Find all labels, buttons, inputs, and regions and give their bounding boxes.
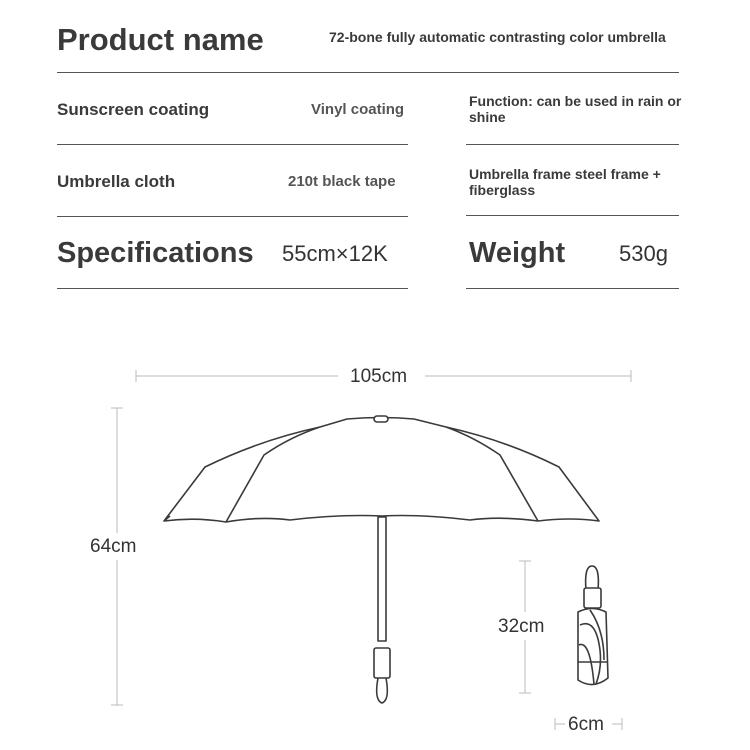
weight-label: Weight [469,237,566,269]
weight-value: 530g [619,241,668,266]
cloth-value: 210t black tape [288,173,396,190]
sunscreen-label: Sunscreen coating [57,100,210,119]
sunscreen-value: Vinyl coating [311,101,405,118]
specifications-value: 55cm×12K [282,241,388,266]
open-width-label: 105cm [350,366,408,387]
folded-umbrella-drawing [578,566,608,685]
product-name-value: 72-bone fully automatic contrasting color umbrella [329,29,666,45]
folded-width-label: 6cm [568,714,604,735]
frame-text: Umbrella frame steel frame + fiberglass [469,166,661,198]
cloth-label: Umbrella cloth [57,172,176,191]
open-umbrella-drawing [164,416,599,703]
specifications-label: Specifications [57,237,254,269]
product-name-label: Product name [57,22,264,57]
function-text: Function: can be used in rain or shine [469,93,682,125]
folded-length-label: 32cm [498,616,545,637]
open-height-label: 64cm [90,536,137,557]
